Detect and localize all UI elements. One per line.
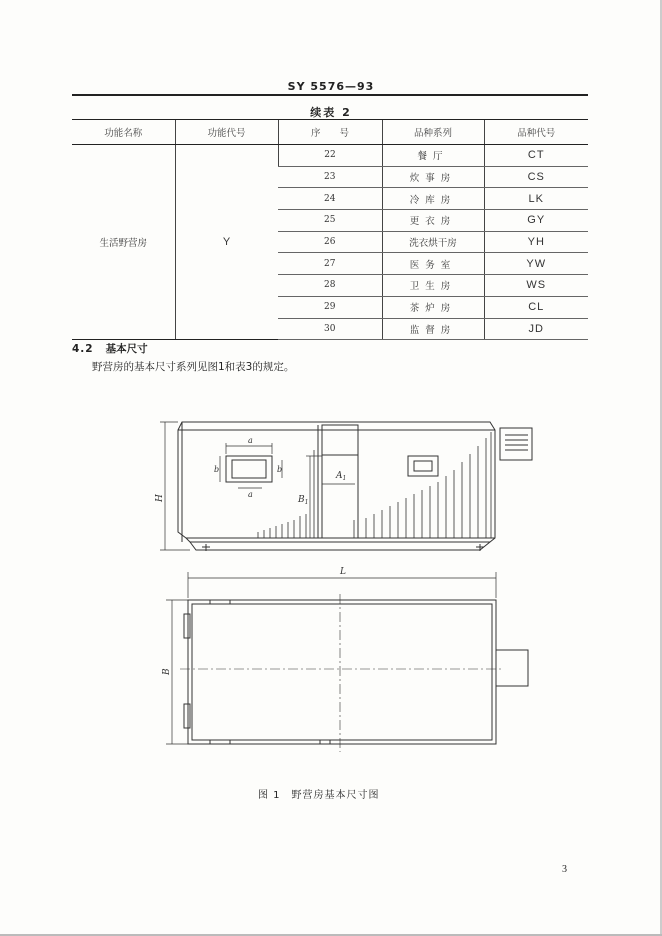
label-b-left: b — [214, 465, 220, 474]
table-caption: 续表 2 — [310, 106, 352, 119]
label-b1 — [297, 495, 308, 506]
col-header-seq: 序 号 — [278, 120, 382, 145]
variety-cell: 冷库房 — [382, 188, 484, 210]
seq-cell: 22 — [278, 145, 382, 167]
label-h: H — [155, 494, 165, 502]
variety-cell: 更衣房 — [382, 210, 484, 232]
seq-cell: 25 — [278, 210, 382, 232]
seq-cell: 29 — [278, 296, 382, 318]
label-l: L — [340, 567, 346, 577]
section-body: 野营房的基本尺寸系列见图1和表3的规定。 — [92, 361, 295, 373]
variety-code-cell: JD — [484, 318, 588, 340]
variety-cell: 茶炉房 — [382, 296, 484, 318]
variety-cell: 医务室 — [382, 253, 484, 275]
label-b1-sub: 1 — [304, 499, 309, 506]
seq-cell: 23 — [278, 166, 382, 188]
table-row — [72, 145, 588, 167]
code-table — [72, 119, 588, 340]
variety-code-cell: CL — [484, 296, 588, 318]
table-header-row — [72, 120, 588, 145]
label-a-top: a — [248, 436, 253, 445]
header-rule — [72, 94, 588, 96]
plan-outline — [188, 600, 496, 744]
section-title: 基本尺寸 — [105, 343, 148, 355]
base-skid — [190, 542, 490, 550]
label-a-bottom: a — [248, 490, 253, 499]
variety-cell: 洗衣烘干房 — [382, 231, 484, 253]
col-header-function-code: 功能代号 — [175, 120, 278, 145]
seq-cell: 26 — [278, 231, 382, 253]
variety-cell: 卫生房 — [382, 275, 484, 297]
elevation-view — [160, 422, 532, 551]
figure-caption: 图 1 野营房基本尺寸图 — [258, 790, 380, 801]
dimension-drawing — [150, 410, 550, 755]
label-a1-sub: 1 — [342, 475, 347, 482]
variety-cell: 监督房 — [382, 318, 484, 340]
col-header-variety: 品种系列 — [382, 120, 484, 145]
seq-cell: 28 — [278, 275, 382, 297]
variety-code-cell: GY — [484, 210, 588, 232]
variety-code-cell: YW — [484, 253, 588, 275]
section-heading — [72, 341, 148, 356]
plan-protrusion — [496, 650, 528, 686]
seq-cell: 27 — [278, 253, 382, 275]
col-header-variety-code: 品种代号 — [484, 120, 588, 145]
variety-code-cell: CS — [484, 166, 588, 188]
col-header-function-name: 功能名称 — [72, 120, 175, 145]
page-number: 3 — [562, 864, 567, 875]
variety-code-cell: CT — [484, 145, 588, 167]
variety-cell: 餐厅 — [382, 145, 484, 167]
window-right — [408, 456, 438, 476]
label-b-right: b — [277, 465, 283, 474]
section-number: 4.2 — [72, 343, 94, 355]
variety-cell: 炊事房 — [382, 166, 484, 188]
seq-cell: 24 — [278, 188, 382, 210]
label-a1-main: A — [336, 471, 343, 481]
label-b-plan: B — [162, 668, 172, 675]
standard-code: SY 5576—93 — [287, 80, 375, 93]
function-code-cell: Y — [175, 145, 278, 340]
function-name-cell: 生活野营房 — [72, 145, 175, 340]
seq-cell: 30 — [278, 318, 382, 340]
variety-code-cell: LK — [484, 188, 588, 210]
variety-code-cell: YH — [484, 231, 588, 253]
label-a1 — [335, 471, 346, 482]
plan-view — [166, 572, 528, 752]
variety-code-cell: WS — [484, 275, 588, 297]
vent-grille — [500, 428, 532, 460]
label-b1-main: B — [298, 495, 305, 505]
shading-hatch — [258, 432, 491, 538]
